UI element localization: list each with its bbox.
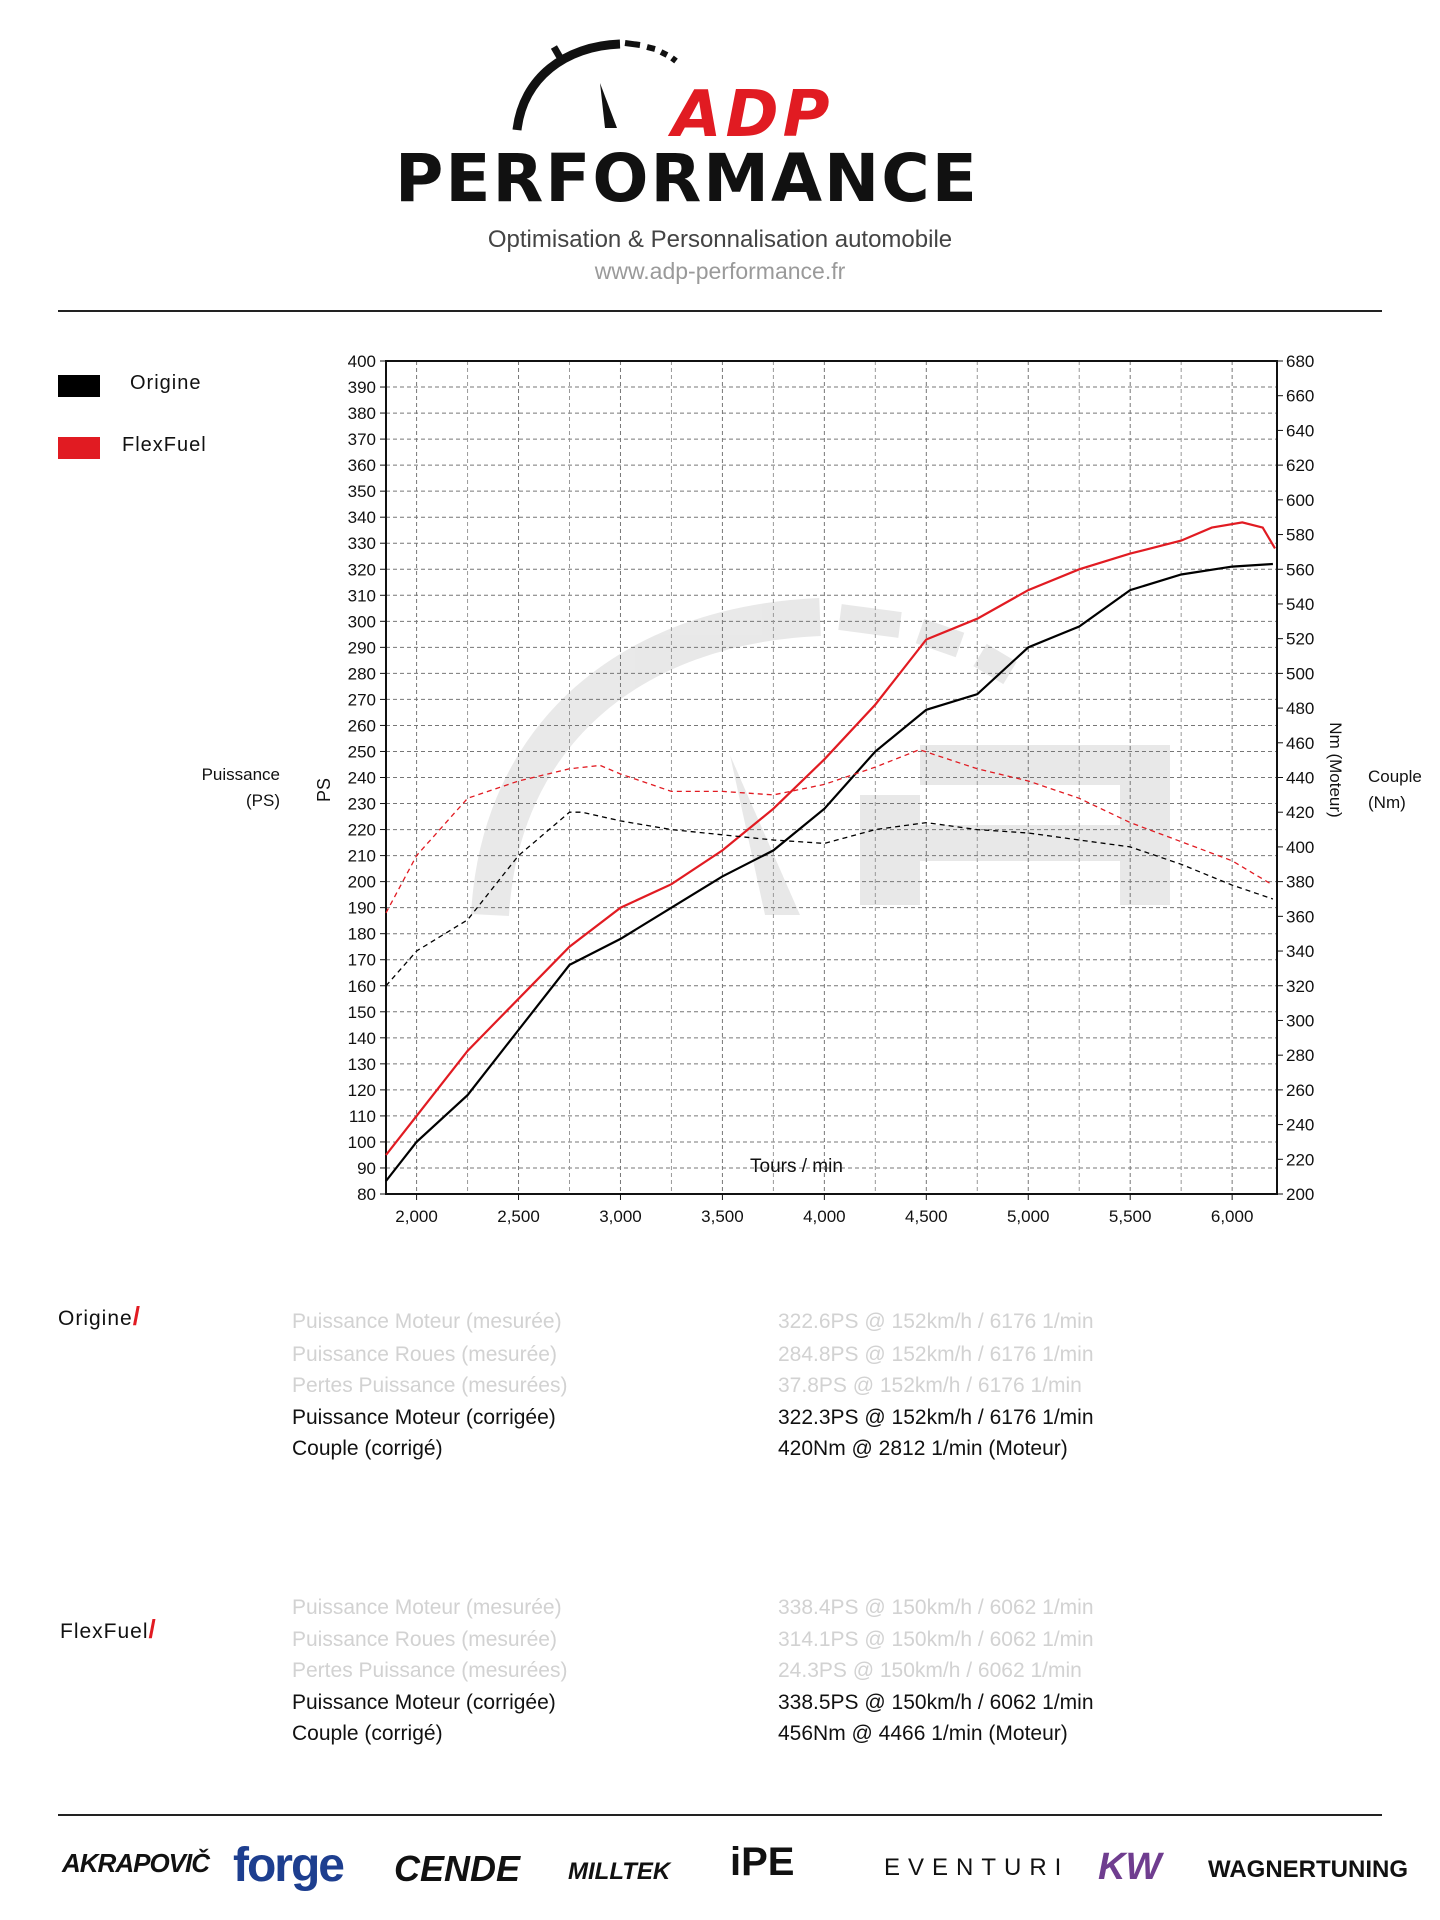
tick-label-right: 200 bbox=[1286, 1185, 1315, 1204]
tick-label-left: 400 bbox=[347, 355, 376, 371]
tick-label-left: 390 bbox=[347, 378, 376, 398]
sponsor-kw: KW bbox=[1098, 1846, 1162, 1888]
tick-label-right: 520 bbox=[1286, 629, 1315, 649]
result-label: Puissance Moteur (mesurée) bbox=[292, 1596, 562, 1619]
tick-label-x: 5,000 bbox=[1006, 1207, 1050, 1226]
tick-label-right: 340 bbox=[1286, 942, 1315, 962]
tick-label-left: 300 bbox=[347, 612, 376, 632]
tick-label-left: 350 bbox=[347, 482, 376, 502]
result-label: Puissance Roues (mesurée) bbox=[292, 1343, 557, 1366]
tick-label-left: 290 bbox=[347, 638, 376, 658]
sponsor-akrapovic: AKRAPOVIČ bbox=[62, 1848, 210, 1878]
tick-label-right: 620 bbox=[1286, 456, 1315, 476]
tick-label-left: 220 bbox=[347, 820, 376, 840]
chart-grid bbox=[386, 361, 1277, 1194]
result-value: 338.5PS @ 150km/h / 6062 1/min bbox=[778, 1691, 1094, 1714]
tick-label-x: 2,000 bbox=[395, 1207, 438, 1226]
slash-icon: / bbox=[148, 1614, 157, 1644]
tick-label-right: 600 bbox=[1286, 490, 1315, 510]
tick-label-left: 270 bbox=[347, 690, 376, 710]
legend-swatch-flexfuel bbox=[58, 437, 100, 459]
brand-adp: ADP bbox=[672, 78, 834, 152]
website-link[interactable]: www.adp-performance.fr bbox=[594, 258, 846, 284]
result-value: 37.8PS @ 152km/h / 6176 1/min bbox=[778, 1374, 1082, 1397]
results-flexfuel-title-text: FlexFuel bbox=[60, 1620, 149, 1643]
x-axis-label: Tours / min bbox=[750, 1156, 843, 1177]
slash-icon: / bbox=[132, 1301, 141, 1331]
divider-top bbox=[58, 310, 1382, 312]
tick-label-left: 180 bbox=[347, 924, 376, 944]
result-value: 456Nm @ 4466 1/min (Moteur) bbox=[778, 1722, 1068, 1745]
tick-label-right: 480 bbox=[1286, 699, 1315, 719]
result-label: Couple (corrigé) bbox=[292, 1437, 443, 1460]
left-axis-caption bbox=[150, 762, 280, 814]
tick-label-left: 190 bbox=[347, 898, 376, 918]
tick-label-x: 3,000 bbox=[599, 1207, 642, 1226]
tick-label-right: 360 bbox=[1286, 907, 1315, 927]
tick-label-right: 640 bbox=[1286, 421, 1315, 441]
result-value: 284.8PS @ 152km/h / 6176 1/min bbox=[778, 1343, 1094, 1366]
tick-label-left: 160 bbox=[347, 976, 376, 996]
tick-label-left: 360 bbox=[347, 456, 376, 476]
y-axis-right-label: Nm (Moteur) bbox=[1326, 722, 1345, 818]
right-axis-caption-line2: (Nm) bbox=[1368, 793, 1406, 812]
tick-label-left: 170 bbox=[347, 950, 376, 970]
tick-label-left: 110 bbox=[348, 1106, 376, 1126]
tick-label-right: 580 bbox=[1286, 525, 1315, 545]
tick-label-right: 280 bbox=[1286, 1046, 1315, 1066]
tick-label-left: 250 bbox=[347, 742, 376, 762]
tick-label-left: 340 bbox=[347, 508, 376, 528]
results-origine-title-text: Origine bbox=[58, 1307, 133, 1330]
tick-label-right: 300 bbox=[1286, 1011, 1315, 1031]
sponsor-milltek: MILLTEK bbox=[568, 1858, 671, 1885]
result-value: 24.3PS @ 150km/h / 6062 1/min bbox=[778, 1659, 1082, 1682]
tick-label-left: 120 bbox=[347, 1080, 376, 1100]
tick-label-left: 90 bbox=[357, 1158, 376, 1178]
adp-logo-gauge-icon bbox=[505, 28, 685, 138]
tick-label-right: 500 bbox=[1286, 664, 1315, 684]
dyno-chart bbox=[300, 355, 1360, 1235]
tick-label-right: 440 bbox=[1286, 768, 1315, 788]
tick-label-left: 380 bbox=[347, 404, 376, 424]
result-label: Puissance Moteur (corrigée) bbox=[292, 1406, 556, 1429]
tick-label-x: 4,500 bbox=[905, 1207, 948, 1226]
results-flexfuel-title bbox=[60, 1614, 157, 1645]
tagline: Optimisation & Personnalisation automobile bbox=[487, 226, 953, 253]
tick-label-left: 200 bbox=[347, 872, 376, 892]
tick-label-right: 420 bbox=[1286, 803, 1315, 823]
right-axis-caption bbox=[1368, 764, 1438, 816]
sponsor-cende: CENDE bbox=[394, 1848, 521, 1889]
results-origine-title bbox=[58, 1301, 141, 1332]
result-value: 322.3PS @ 152km/h / 6176 1/min bbox=[778, 1406, 1094, 1429]
legend-label-flexfuel: FlexFuel bbox=[122, 434, 207, 456]
divider-bottom bbox=[58, 1814, 1382, 1816]
result-value: 314.1PS @ 150km/h / 6062 1/min bbox=[778, 1628, 1094, 1651]
tick-label-left: 330 bbox=[347, 534, 376, 554]
result-label: Pertes Puissance (mesurées) bbox=[292, 1374, 568, 1397]
tick-label-left: 100 bbox=[347, 1132, 376, 1152]
tick-label-right: 260 bbox=[1286, 1080, 1315, 1100]
y-axis-left-label: PS bbox=[314, 777, 334, 803]
tick-label-x: 6,000 bbox=[1210, 1207, 1254, 1226]
tick-label-right: 380 bbox=[1286, 872, 1315, 892]
result-label: Puissance Moteur (corrigée) bbox=[292, 1691, 556, 1714]
result-label: Pertes Puissance (mesurées) bbox=[292, 1659, 568, 1682]
tick-label-right: 320 bbox=[1286, 976, 1315, 996]
tick-label-right: 220 bbox=[1286, 1150, 1315, 1170]
tick-label-left: 80 bbox=[357, 1185, 376, 1204]
tick-label-left: 230 bbox=[347, 794, 376, 814]
tick-label-right: 560 bbox=[1286, 560, 1315, 580]
result-label: Couple (corrigé) bbox=[292, 1722, 443, 1745]
sponsor-eventuri: EVENTURI bbox=[884, 1854, 1070, 1881]
legend-swatch-origine bbox=[58, 375, 100, 397]
tick-label-left: 280 bbox=[347, 664, 376, 684]
tick-label-left: 260 bbox=[347, 716, 376, 736]
brand-performance: PERFORMANCE bbox=[395, 140, 979, 217]
tick-label-left: 370 bbox=[347, 430, 376, 450]
result-value: 322.6PS @ 152km/h / 6176 1/min bbox=[778, 1310, 1094, 1333]
tick-label-right: 680 bbox=[1286, 355, 1315, 371]
tick-label-x: 3,500 bbox=[701, 1207, 744, 1226]
tick-label-left: 210 bbox=[347, 846, 376, 866]
result-label: Puissance Moteur (mesurée) bbox=[292, 1310, 562, 1333]
tick-label-left: 140 bbox=[347, 1028, 376, 1048]
tick-label-x: 4,000 bbox=[803, 1207, 846, 1226]
header bbox=[0, 0, 1440, 310]
tick-label-left: 130 bbox=[347, 1054, 376, 1074]
tick-label-right: 660 bbox=[1286, 386, 1315, 406]
legend-label-origine: Origine bbox=[130, 372, 202, 394]
tick-label-left: 310 bbox=[347, 586, 376, 606]
result-value: 338.4PS @ 150km/h / 6062 1/min bbox=[778, 1596, 1094, 1619]
tick-label-right: 240 bbox=[1286, 1115, 1315, 1135]
sponsor-ipe: iPE bbox=[730, 1840, 795, 1884]
tick-label-x: 2,500 bbox=[497, 1207, 540, 1226]
tick-label-x: 5,500 bbox=[1108, 1207, 1152, 1226]
sponsor-wagnertuning: WAGNERTUNING bbox=[1208, 1856, 1408, 1883]
left-axis-caption-line2: (PS) bbox=[246, 791, 280, 810]
sponsor-forge: forge bbox=[233, 1839, 343, 1892]
result-value: 420Nm @ 2812 1/min (Moteur) bbox=[778, 1437, 1068, 1460]
tick-label-left: 150 bbox=[347, 1002, 376, 1022]
left-axis-caption-line1: Puissance bbox=[201, 765, 280, 784]
tick-label-left: 320 bbox=[347, 560, 376, 580]
right-axis-caption-line1: Couple bbox=[1368, 767, 1422, 786]
tick-label-right: 460 bbox=[1286, 733, 1315, 753]
tick-label-left: 240 bbox=[347, 768, 376, 788]
tick-label-right: 540 bbox=[1286, 594, 1315, 614]
tick-label-right: 400 bbox=[1286, 837, 1315, 857]
result-label: Puissance Roues (mesurée) bbox=[292, 1628, 557, 1651]
